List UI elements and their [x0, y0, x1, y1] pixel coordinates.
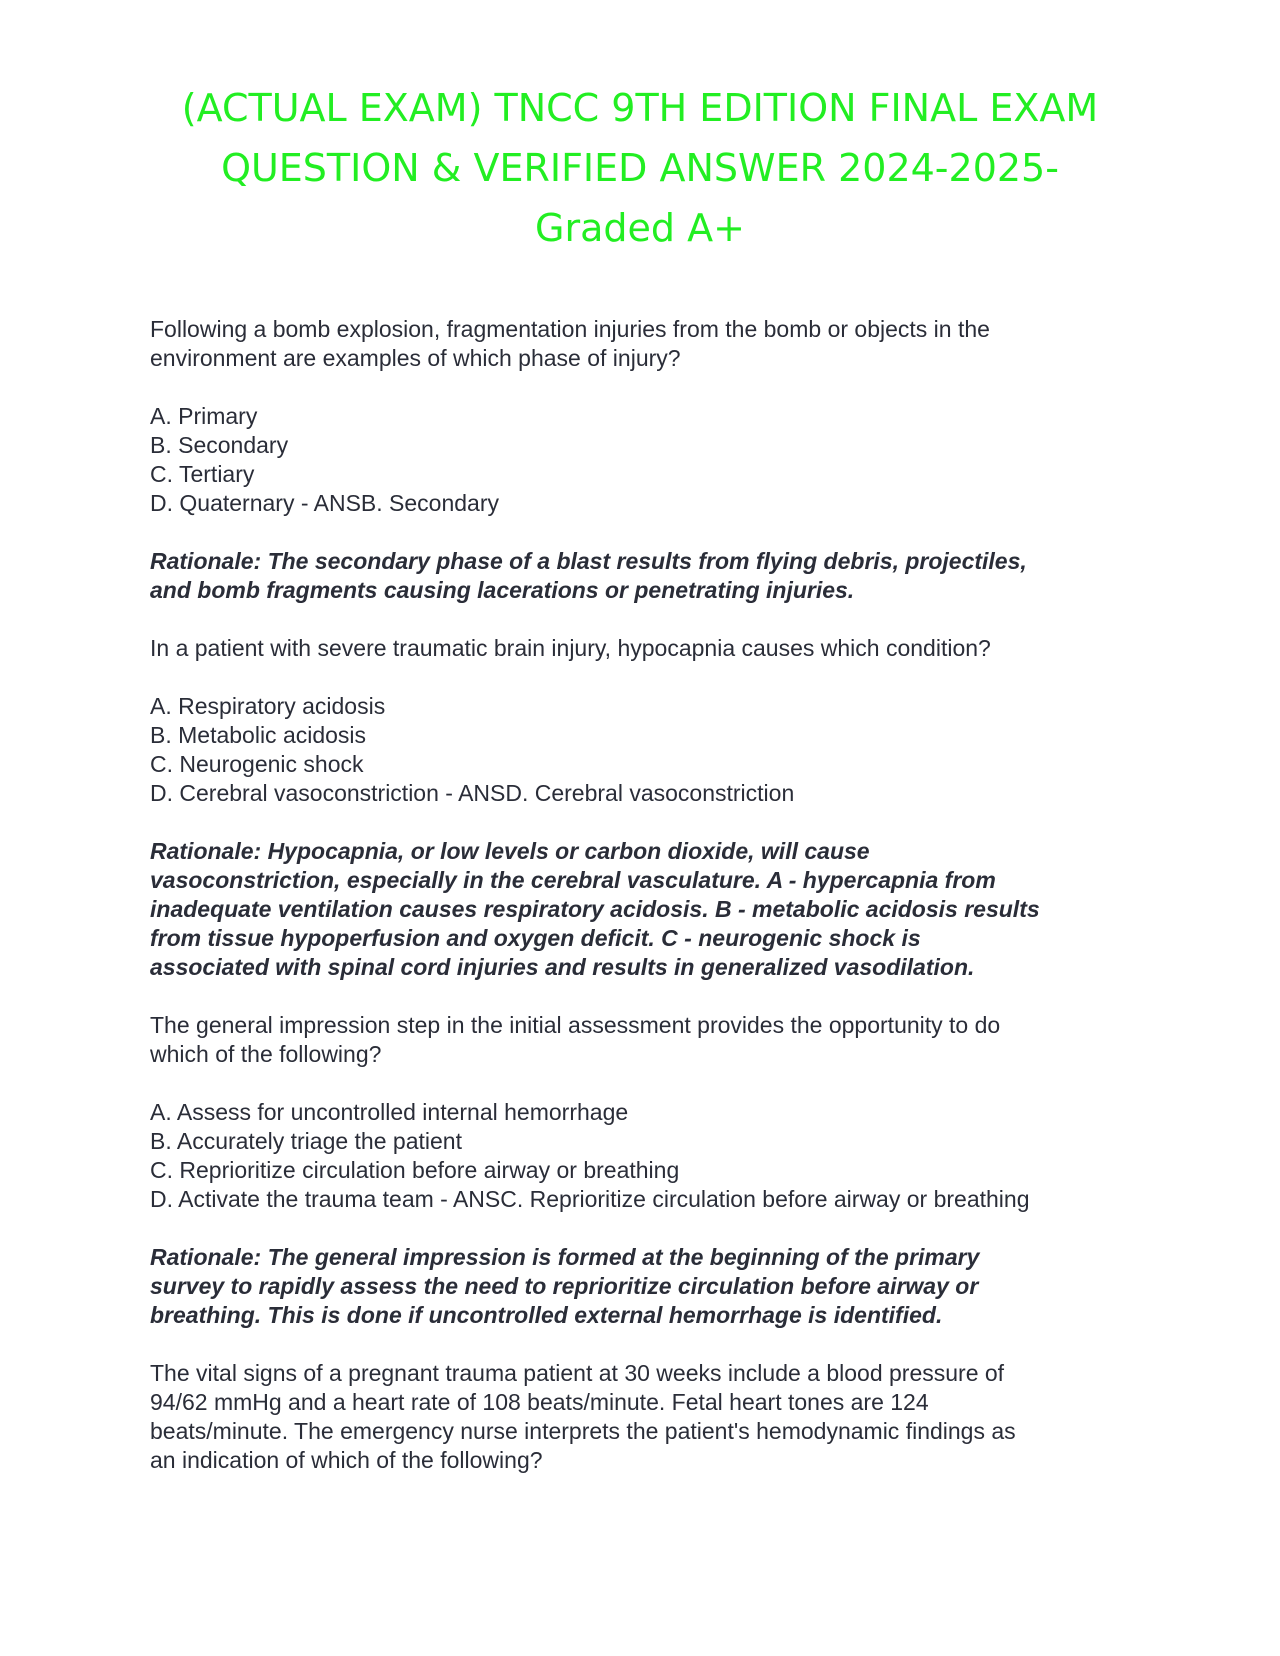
answer-options — [150, 1098, 1140, 1214]
option-item: B. Secondary — [150, 432, 289, 458]
option-item: C. Reprioritize circulation before airway or breathing — [150, 1157, 680, 1183]
stem-line: The general impression step in the initial assessment provides the opportunity to do — [150, 1012, 1001, 1038]
option-item: A. Assess for uncontrolled internal hemorrhage — [150, 1099, 629, 1125]
rationale-line: and bomb fragments causing lacerations or penetrating injuries. — [150, 577, 855, 603]
stem-line: 94/62 mmHg and a heart rate of 108 beats/minute. Fetal heart tones are 124 — [150, 1389, 929, 1415]
option-item: D. Activate the trauma team - ANSC. Reprioritize circulation before airway or breathing — [150, 1186, 1030, 1212]
rationale-line: breathing. This is done if uncontrolled external hemorrhage is identified. — [150, 1302, 943, 1328]
answer-options — [150, 402, 1140, 518]
stem-line: Following a bomb explosion, fragmentation injuries from the bomb or objects in the — [150, 316, 990, 342]
title-line: QUESTION & VERIFIED ANSWER 2024-2025- — [221, 146, 1059, 190]
question-block — [150, 1011, 1140, 1330]
question-block — [150, 315, 1140, 605]
rationale-line: Rationale: Hypocapnia, or low levels or carbon dioxide, will cause — [150, 838, 870, 864]
question-block — [150, 1359, 1140, 1475]
title-line: Graded A+ — [535, 206, 745, 250]
answer-options — [150, 692, 1140, 808]
rationale-line: Rationale: The secondary phase of a blast results from flying debris, projectiles, — [150, 548, 1027, 574]
option-item: B. Accurately triage the patient — [150, 1128, 462, 1154]
question-stem — [150, 1359, 1140, 1475]
document-title — [100, 78, 1180, 258]
document-body — [150, 315, 1140, 1475]
stem-line: environment are examples of which phase of injury? — [150, 345, 681, 371]
rationale — [150, 547, 1140, 605]
question-block — [150, 634, 1140, 982]
rationale — [150, 1243, 1140, 1330]
title-line: (ACTUAL EXAM) TNCC 9TH EDITION FINAL EXAM — [181, 86, 1099, 130]
rationale-line: survey to rapidly assess the need to reprioritize circulation before airway or — [150, 1273, 979, 1299]
question-stem — [150, 634, 1140, 663]
stem-line: which of the following? — [150, 1041, 382, 1067]
rationale-line: Rationale: The general impression is formed at the beginning of the primary — [150, 1244, 980, 1270]
option-item: C. Neurogenic shock — [150, 751, 364, 777]
rationale-line: associated with spinal cord injuries and results in generalized vasodilation. — [150, 954, 975, 980]
option-item: B. Metabolic acidosis — [150, 722, 367, 748]
option-item: D. Quaternary - ANSB. Secondary — [150, 490, 499, 516]
rationale-line: from tissue hypoperfusion and oxygen deficit. C - neurogenic shock is — [150, 925, 921, 951]
question-stem — [150, 315, 1140, 373]
stem-line: The vital signs of a pregnant trauma patient at 30 weeks include a blood pressure of — [150, 1360, 1005, 1386]
option-item: C. Tertiary — [150, 461, 255, 487]
stem-line: In a patient with severe traumatic brain injury, hypocapnia causes which condition? — [150, 635, 991, 661]
option-item: D. Cerebral vasoconstriction - ANSD. Cerebral vasoconstriction — [150, 780, 795, 806]
rationale-line: vasoconstriction, especially in the cerebral vasculature. A - hypercapnia from — [150, 867, 996, 893]
option-item: A. Primary — [150, 403, 258, 429]
stem-line: an indication of which of the following? — [150, 1447, 543, 1473]
question-stem — [150, 1011, 1140, 1069]
rationale-line: inadequate ventilation causes respiratory acidosis. B - metabolic acidosis results — [150, 896, 1040, 922]
rationale — [150, 837, 1140, 982]
stem-line: beats/minute. The emergency nurse interprets the patient's hemodynamic findings as — [150, 1418, 1016, 1444]
option-item: A. Respiratory acidosis — [150, 693, 386, 719]
